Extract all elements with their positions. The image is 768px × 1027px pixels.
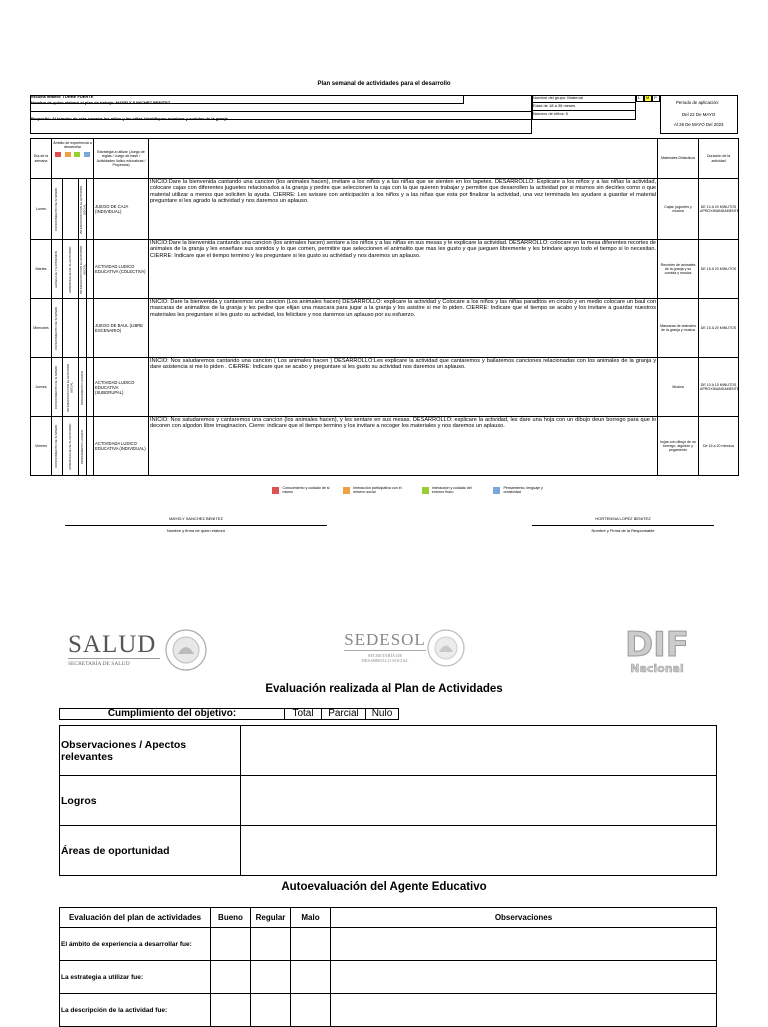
oportunidad-field[interactable]	[241, 826, 717, 876]
row-day: Miercoles	[31, 299, 52, 358]
ambito-3: INTERACCION CON EL ENTORNO SOCIAL	[79, 244, 87, 294]
regular-cell[interactable]	[251, 994, 291, 1027]
group-age: Edad de 18 a 36 meses	[533, 103, 576, 108]
table-row	[60, 928, 717, 961]
coat-of-arms-icon	[164, 628, 208, 672]
kids-count: Número de niños: 5	[533, 111, 568, 116]
legend-item: Conocimiento y cuidado de si mismo	[272, 486, 331, 494]
row-strategy: ACTIVIDAD LUDICO EDUCATIVA (COLECTIVA)	[94, 240, 149, 299]
table-row	[31, 358, 739, 417]
regular-cell[interactable]	[251, 961, 291, 994]
objective-box	[59, 708, 399, 720]
physical-icon	[74, 152, 80, 157]
col-duration: Duración de la actividad	[699, 139, 739, 179]
evaluation-title: Evaluación realizada al Plan de Actividades	[265, 683, 503, 695]
level-m: M	[646, 95, 650, 100]
row-duration: DE 15 A 20 MINUTOS	[699, 299, 739, 358]
period-from: Del 22 De MAYO	[682, 112, 716, 117]
signature-right: HORTENSIA LOPEZ BENITEZ Nombre y Firma de la Responsable	[532, 516, 714, 533]
row-duration: DE 10 A 20 MINUTOS APROXIMANDAMENTE	[699, 179, 739, 240]
malo-cell[interactable]	[291, 994, 331, 1027]
plan-table	[30, 138, 739, 476]
logros-field[interactable]	[241, 776, 717, 826]
school-name: escuela infantil: TORRE FUERTE	[31, 94, 94, 99]
salud-logo: SALUD SECRETARÍA DE SALUD	[68, 632, 162, 670]
row-duration: DE 15 A 20 MINUTOS	[699, 240, 739, 299]
thinking-icon	[84, 152, 90, 157]
ambito-2: APRENDIZAJE DE SU ENTORNO	[67, 422, 72, 470]
self-knowledge-icon	[272, 487, 279, 494]
ambito-2: INTERACCION CON EL ENTORNO SOCIAL	[66, 362, 74, 412]
row-strategy: ACTIVIDAD LUDICO EDUCATIVA (SUBGRUPAL)	[94, 358, 149, 417]
header-regular: Regular	[251, 908, 291, 928]
option-parcial[interactable]: Parcial	[322, 709, 366, 719]
row-label: La estrategia a utilizar fue:	[60, 961, 211, 994]
period-to: Al 26 De MAYO Del 2023	[674, 122, 724, 127]
row-strategy: JUEGO DE CAJA (INDIVIDUAL)	[94, 179, 149, 240]
row-materials: Cajas, juguetes y musica	[658, 179, 699, 240]
purpose-text: Proposito: Al termino de esta semana los niños y las niñas identifiquen nombres y sonidos de la granja	[31, 116, 228, 121]
header-bueno: Bueno	[211, 908, 251, 928]
bueno-cell[interactable]	[211, 994, 251, 1027]
row-duration: DE 10 A 15 MINUTOS APROXIMANDAMENTE	[699, 358, 739, 417]
ambito-3: PENSAMIENTO LOGICO	[79, 369, 84, 405]
evaluation-table	[59, 725, 717, 876]
signature-left: MAYELY SANCHEZ BENITEZ Nombre y firma de quien elaboró	[65, 516, 327, 533]
row-description: INICIO: Dare la bienvenida y cantaremos una cancion (Los animales hacen) DESARROLLO: explicare la actividad y Colocare a los niños y las niñas paraditos en circulo y en medio colocare un baul con mascaras de animalitos de la granja y les pedire que elijan una mascara para jugar a la granja y los asistire si me lo piden. CIERRE: Indicare que el tiempo se acabo y los invitare a guardar nuestros materiales les preguntare si les gusto su actividad, los felicitare y nos daremos un aplauso por su esfuerzo.	[149, 299, 658, 358]
row-day: Lunes	[31, 179, 52, 240]
observaciones-cell[interactable]	[331, 928, 717, 961]
table-row	[31, 240, 739, 299]
table-row	[60, 961, 717, 994]
row-strategy: JUEGO DE BAUL (LIBRE ESCENARIO)	[94, 299, 149, 358]
self-eval-table	[59, 907, 717, 1027]
ambito-3: PENSAMIENTO LOGICO	[79, 428, 84, 464]
col-ambito: Ámbito de experiencia a desarrollar	[52, 139, 94, 179]
bueno-cell[interactable]	[211, 928, 251, 961]
group-name: Nombre del grupo: Maternal	[533, 95, 583, 100]
ambito-1: CONOCIMIENTO DE SI MISMO	[54, 187, 59, 231]
observations-field[interactable]	[241, 726, 717, 776]
table-row	[60, 994, 717, 1027]
sedesol-logo: SEDESOL SECRETARÍA DE DESARROLLO SOCIAL	[344, 630, 426, 663]
level-p: P	[654, 95, 657, 100]
option-nulo[interactable]: Nulo	[371, 708, 393, 719]
table-row	[31, 299, 739, 358]
observaciones-cell[interactable]	[331, 961, 717, 994]
ambito-1: CONOCIMIENTO DE SI MISMO	[54, 365, 59, 409]
malo-cell[interactable]	[291, 928, 331, 961]
row-description: INICIO:Dare la bienvenida cantando una cancion (los animales hacen) sentare a los niños y a las niñas en sus mesas y le explicare la actividad. DESARROLLO: colocare en la mesa diferentes recortes de animales de la granja y les enseñare sus sonidos y lo que comen, permitire que seleccionen el animalito que mas les gusto y que jueguen libremente y les brindare apoyo todo el tiempo si lo necesitan. CIERRE: Indicare que el tiempo termino y les preguntare si les gusto su actividad y nos daremos un aplauso.	[149, 240, 658, 299]
row-label: Áreas de oportunidad	[60, 826, 241, 876]
row-materials: hojas con dibujo de un borrego, algodón y pegamento	[658, 417, 699, 476]
option-total[interactable]: Total	[285, 709, 322, 719]
ambito-1: CONOCIMIENTO DE SI MISMO	[54, 424, 59, 468]
self-knowledge-icon	[55, 152, 61, 157]
row-description: INICIO:Dare la bienvenida cantando una cancion (los animales hacen), invitare a los niños y a las niñas que se sienten en los tapetes. DESARROLLO: Explicare a los niños y a las niñas la actividad, colocare cajas con diferentes juguetes relacionados a la granja y pedire que seleccionen la caja con la que quieren trabajar y permitire que desarrollen la actividad por si mismos sin decirles como o que material utilizar a menos que soliciten la ayuda. CIERRE: Les avisare con anticipación a los niños y a las niñas que esta por finalizar la actividad, una vez terminada les ayudare a guardar el material preguntare si les agrado la actividad y nos daremos un aplauso.	[149, 179, 658, 240]
row-strategy: ACTIVIDADA LUDICO EDUCATIVA (INDIVIDUAL)	[94, 417, 149, 476]
col-description	[149, 139, 658, 179]
plan-title: Plan semanal de actividades para el desarrollo	[317, 81, 451, 87]
coat-of-arms-icon	[426, 628, 466, 668]
regular-cell[interactable]	[251, 928, 291, 961]
row-label: Logros	[60, 776, 241, 826]
bueno-cell[interactable]	[211, 961, 251, 994]
table-row	[60, 726, 717, 776]
row-label: El ámbito de experiencia a desarrollar fue:	[60, 928, 211, 961]
header-observaciones: Observaciones	[331, 908, 717, 928]
row-description: INICIO: Nos saludaremos cantando una cancion ( Los animales hacen ) DESARROLLO:Les explicare la actividad que cantaremos y bailaremos canciones relacionadas con los animales de la granja y dare asistencia si me lo piden . CIERRE: Indicare que se acabo y preguntare si les gusto su actividad nos daremos un aplauso.	[149, 358, 658, 417]
row-duration: De 15 a 20 minutos	[699, 417, 739, 476]
table-row	[60, 776, 717, 826]
table-row	[31, 417, 739, 476]
objective-label: Cumplimiento del objetivo:	[60, 709, 285, 719]
row-materials: Recortes de animales de la granja y su comida y musica	[658, 240, 699, 299]
ambito-1: CONOCIMIENTO DE SI MISMO	[54, 306, 59, 350]
header-plan: Evaluación del plan de actividades	[60, 908, 211, 928]
table-header	[60, 908, 717, 928]
ambito-1: LENGUAJE Y EXPRESION	[54, 250, 59, 288]
legend	[272, 486, 552, 494]
row-materials: Mascaras de animales de la granja y musica	[658, 299, 699, 358]
author-line: Nombre de quien elaboró el plan de trabajo: MAYELY SANCHEZ BENITEZ	[31, 100, 171, 105]
table-row	[60, 826, 717, 876]
col-materials: Materiales Didácticos	[658, 139, 699, 179]
ambito-3: INTERACCION CON EL ENTORNO SOCIAL	[79, 184, 87, 234]
row-day: Martes	[31, 240, 52, 299]
legend-item: Interacción y cuidado del entorno físico	[422, 486, 481, 494]
row-label: Observaciones / Apectos relevantes	[60, 726, 241, 776]
thinking-icon	[493, 487, 501, 494]
col-strategy: Estrategia a utilizar (Juego de reglas / Juego de bash / Actividades lúdico educativas / Proyectos)	[94, 139, 149, 179]
row-day: Jueves	[31, 358, 52, 417]
dif-logo: DIF Nacional	[624, 625, 690, 675]
row-day: Viernes	[31, 417, 52, 476]
row-materials: Musica	[658, 358, 699, 417]
table-row	[31, 179, 739, 240]
row-description: INICIO: Nos saludaremos y cantaremos una cancion (los animales hacen), y les sentare en sus mesas. DESARROLLO: explicare la actividad, les dare una hoja con un dibujo deun borrego para que lo decoren con algodon libre imaginacion. Cierre: indicare que el tiempo termino y los invitare a recoger los materiales y nos daremos un aplauso.	[149, 417, 658, 476]
ambito-2: APRENDIZAJE DE SU ENTORNO	[67, 245, 72, 293]
level-l: L	[638, 95, 641, 100]
row-label: La descripción de la actividad fue:	[60, 994, 211, 1027]
header-malo: Malo	[291, 908, 331, 928]
legend-item: Pensamiento, lenguaje y creatividad	[493, 486, 552, 494]
malo-cell[interactable]	[291, 961, 331, 994]
physical-icon	[422, 487, 429, 494]
social-icon	[65, 152, 71, 157]
self-eval-title: Autoevaluación del Agente Educativo	[281, 881, 487, 893]
legend-item: Interacción participativa con el entorno social	[343, 486, 410, 494]
col-day: Día de la semana	[31, 139, 52, 179]
observaciones-cell[interactable]	[331, 994, 717, 1027]
period-label: Periodo de aplicación:	[676, 100, 720, 105]
social-icon	[343, 487, 350, 494]
